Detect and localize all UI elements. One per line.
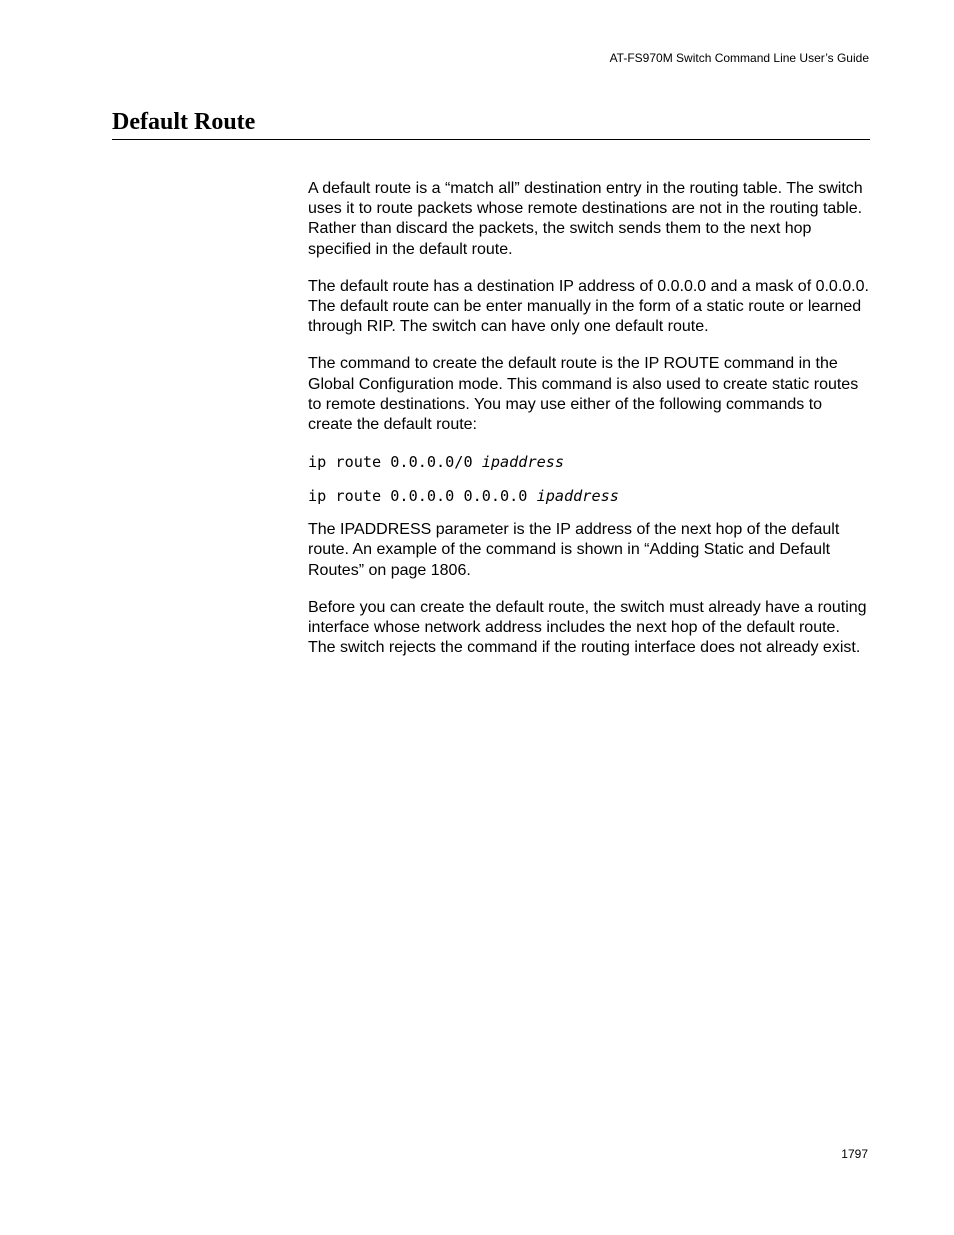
paragraph-default-route-definition: A default route is a “match all” destination entry in the routing table. The switch uses it to route packets whose remote destinations are not in the routing table. Rather than discard the packets, the switch sends them to the next hop specified in the default route. xyxy=(308,180,863,258)
title-divider xyxy=(112,139,870,140)
command-text: ip route 0.0.0.0 0.0.0.0 xyxy=(308,487,537,506)
paragraph-ip-route-command: The command to create the default route is the IP ROUTE command in the Global Configuration mode. This command is also used to create static routes to remote destinations. You may use either of the following commands to create the default route: xyxy=(308,355,859,434)
section-title: Default Route xyxy=(112,109,256,135)
command-text: ip route 0.0.0.0/0 xyxy=(308,453,482,472)
paragraph-routing-interface-requirement: Before you can create the default route, the switch must already have a routing interface whose network address includes the next hop of the default route. The switch rejects the command if the routing interface does not already exist. xyxy=(308,598,867,657)
command-example xyxy=(308,486,870,506)
body-text xyxy=(308,179,870,675)
command-example xyxy=(308,452,870,472)
paragraph-default-route-address: The default route has a destination IP address of 0.0.0.0 and a mask of 0.0.0.0. The default route can be enter manually in the form of a static route or learned through RIP. The switch can have only one default route. xyxy=(308,277,869,336)
paragraph-ipaddress-parameter: The IPADDRESS parameter is the IP address of the next hop of the default route. An example of the command is shown in “Adding Static and Default Routes” on page 1806. xyxy=(308,521,840,579)
running-header: AT-FS970M Switch Command Line User’s Guide xyxy=(609,51,869,65)
page-number: 1797 xyxy=(841,1147,868,1161)
command-argument: ipaddress xyxy=(536,487,619,506)
command-argument: ipaddress xyxy=(481,453,565,472)
